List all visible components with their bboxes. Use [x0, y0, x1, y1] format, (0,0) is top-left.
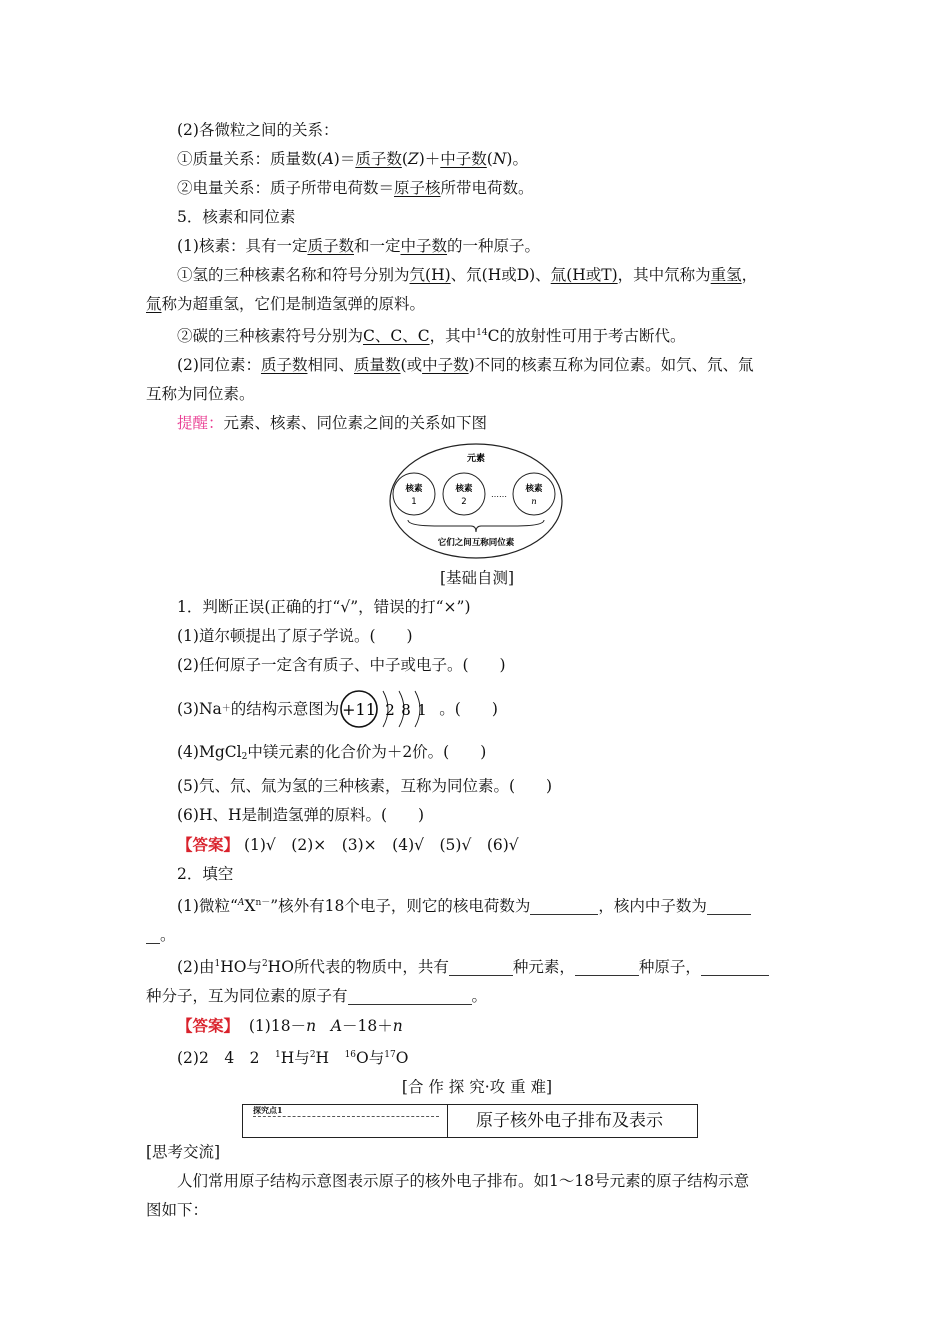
- relation-diagram: [146, 438, 808, 564]
- text-line: ①质量关系：质量数(A)＝质子数(Z)＋中子数(N)。: [177, 150, 528, 168]
- tip-line: 提醒：元素、核素、同位素之间的关系如下图: [177, 414, 488, 432]
- tip-label: 提醒：: [177, 414, 224, 432]
- shell-electrons-1: 2: [385, 701, 396, 719]
- answer-blank: [575, 957, 639, 976]
- nuclide-circle-n: [513, 473, 555, 515]
- isotope-label: 它们之间互称同位素: [437, 538, 515, 548]
- text-line: 。: [146, 921, 808, 950]
- explore-point-tag: 探究点1: [253, 1105, 283, 1115]
- svg-text:核素: 核素: [405, 484, 423, 494]
- text-line: 人们常用原子结构示意图表示原子的核外电子排布。如1～18号元素的原子结构示意: [177, 1172, 750, 1190]
- document-page: [146, 116, 808, 1225]
- text-line: 氚称为超重氢，它们是制造氢弹的原料。: [146, 295, 426, 313]
- question: 1．判断正误(正确的打“√”，错误的打“×”): [177, 598, 471, 616]
- question: 2．填空: [177, 865, 234, 883]
- text-line: (1)核素：具有一定质子数和一定中子数的一种原子。: [177, 237, 541, 255]
- question-item: (1)道尔顿提出了原子学说。( ): [177, 627, 413, 645]
- text-line: 种分子，互为同位素的原子有 。: [146, 987, 488, 1005]
- nuclide-circle-1: [393, 473, 435, 515]
- explore-point-tag-cell: [243, 1105, 448, 1137]
- text-line: ②碳的三种核素符号分别为C、C、C，其中$^{14}$C的放射性可用于考古断代。: [177, 327, 686, 345]
- think-heading: [思考交流]: [146, 1143, 221, 1161]
- text-line: 互称为同位素。: [146, 385, 255, 403]
- svg-text:……: ……: [491, 490, 507, 499]
- nuclide-circle-2: [443, 473, 485, 515]
- relation-diagram-svg: [388, 442, 564, 560]
- explore-heading: [合 作 探 究·攻 重 难]: [401, 1078, 553, 1096]
- question-item: (2)由$^1$HO与$^2$HO所代表的物质中，共有 种元素， 种原子，: [146, 950, 808, 982]
- answer-line: (2)2 4 2 $^1$H与$^2$H $^{16}$O与$^{17}$O: [177, 1049, 409, 1067]
- text-line: ①氢的三种核素名称和符号分别为氕(H)、氘(H或D)、氚(H或T)，其中氘称为重氢，: [177, 266, 758, 284]
- question-item: (3)Na ＋ 的结构示意图为 +11 2 8 1 。( ): [146, 680, 808, 738]
- explore-point-box: [242, 1104, 698, 1138]
- text-line: (2)各微粒之间的关系：: [177, 121, 339, 139]
- text-line: 图如下：: [146, 1201, 209, 1219]
- question-item: (5)氕、氘、氚为氢的三种核素，互称为同位素。( ): [177, 777, 553, 795]
- question-item: (2)任何原子一定含有质子、中子或电子。( ): [177, 656, 506, 674]
- answer-blank: [146, 925, 160, 944]
- answer-blank: [449, 957, 513, 976]
- selftest-heading: [基础自测]: [439, 569, 515, 587]
- nucleus-charge: +11: [342, 700, 377, 719]
- svg-text:核素: 核素: [525, 484, 543, 494]
- question-item: (6)H、H是制造氢弹的原料。( ): [177, 806, 425, 824]
- na-structure-diagram: [339, 683, 439, 735]
- svg-text:n: n: [531, 497, 537, 507]
- answer-line: 【答案】 (1)18－n A－18＋n: [177, 1016, 403, 1035]
- svg-text:核素: 核素: [455, 484, 473, 494]
- text-line: ②电量关系：质子所带电荷数＝原子核所带电荷数。: [177, 179, 534, 197]
- element-label: 元素: [466, 454, 486, 464]
- section-heading: 5．核素和同位素: [177, 208, 296, 226]
- answer-blank: [530, 896, 598, 915]
- answer-line: 【答案】 (1)√ (2)× (3)× (4)√ (5)√ (6)√: [177, 835, 519, 854]
- question-item: (4)MgCl$_2$中镁元素的化合价为＋2价。( ): [177, 743, 487, 762]
- explore-point-title: 原子核外电子排布及表示: [476, 1111, 663, 1131]
- svg-text:1: 1: [411, 497, 417, 507]
- shell-electrons-2: 8: [401, 701, 412, 719]
- answer-blank: [701, 957, 769, 976]
- answer-blank: [348, 986, 472, 1005]
- text-line: (2)同位素：质子数相同、质量数(或中子数)不同的核素互称为同位素。如氕、氘、氚: [177, 356, 754, 374]
- isotope-brace: [408, 520, 544, 532]
- question-item: (1)微粒“$^AX^{n-}$”核外有18个电子，则它的核电荷数为 ，核内中子数为: [146, 889, 808, 921]
- svg-text:2: 2: [461, 497, 467, 507]
- answer-blank: [707, 896, 751, 915]
- shell-electrons-3: 1: [417, 701, 428, 719]
